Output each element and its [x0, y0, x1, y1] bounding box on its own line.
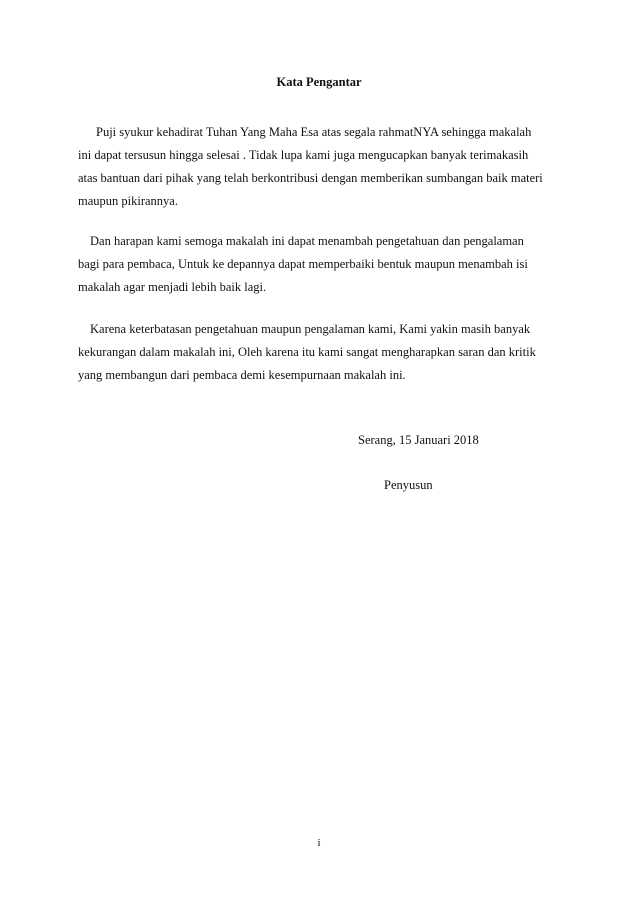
paragraph-gratitude	[78, 121, 560, 213]
paragraph-line: kekurangan dalam makalah ini, Oleh karena itu kami sangat mengharapkan saran dan kritik	[78, 345, 536, 359]
paragraph-line: maupun pikirannya.	[78, 194, 178, 208]
page-number: i	[317, 837, 321, 849]
paragraph-line: ini dapat tersusun hingga selesai . Tidak lupa kami juga mengucapkan banyak terimakasih	[78, 148, 529, 162]
signature-place-date: Serang, 15 Januari 2018	[358, 433, 479, 447]
paragraph-line: makalah agar menjadi lebih baik lagi.	[78, 280, 267, 294]
paragraph-line: Dan harapan kami semoga makalah ini dapat menambah pengetahuan dan pengalaman	[90, 234, 524, 248]
paragraph-line: Puji syukur kehadirat Tuhan Yang Maha Esa atas segala rahmatNYA sehingga makalah	[96, 125, 532, 139]
paragraph-limitations	[78, 318, 560, 387]
signature-author: Penyusun	[384, 478, 433, 492]
paragraph-line: bagi para pembaca, Untuk ke depannya dapat memperbaiki bentuk maupun menambah isi	[78, 257, 528, 271]
paragraph-line: Karena keterbatasan pengetahuan maupun pengalaman kami, Kami yakin masih banyak	[90, 322, 531, 336]
paragraph-hope	[78, 230, 560, 299]
paragraph-line: yang membangun dari pembaca demi kesempurnaan makalah ini.	[78, 368, 406, 382]
paragraph-line: atas bantuan dari pihak yang telah berkontribusi dengan memberikan sumbangan baik materi	[78, 171, 543, 185]
document-title: Kata Pengantar	[276, 75, 362, 89]
